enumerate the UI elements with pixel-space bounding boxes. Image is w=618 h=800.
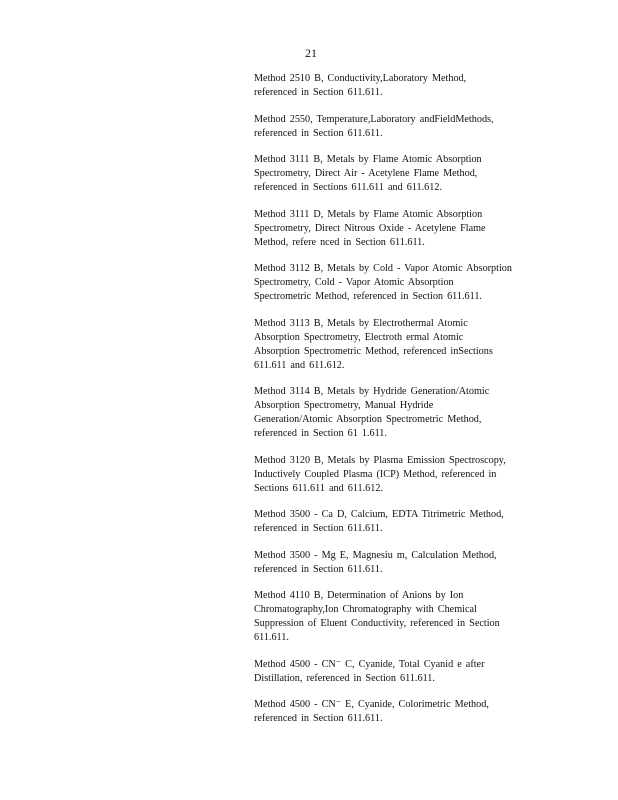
entry-line: Method 3120 B, Metals by Plasma Emission Spectroscopy, [254, 454, 506, 466]
entry-line: Method 3112 B, Metals by Cold - Vapor Atomic Absorption [254, 263, 512, 274]
entry-line: Chromatography,Ion Chromatography with Chemical [254, 604, 477, 615]
entry-line: Method 3111 B, Metals by Flame Atomic Absorption [254, 154, 482, 165]
entry-line: Absorption Spectrometry, Manual Hydride [254, 400, 434, 411]
entry-line: Sections 611.611 and 611.612. [254, 482, 384, 494]
method-entry-3111b [254, 153, 532, 195]
entry-line: Spectrometric Method, referenced in Section 611.611. [254, 291, 482, 302]
entry-line: Spectrometry, Direct Nitrous Oxide - Acetylene Flame [254, 222, 486, 234]
method-entry-4500-cn-e [254, 698, 532, 726]
entry-line: Method 4500 - CN⁻ E, Cyanide, Colorimetric Method, [254, 699, 489, 710]
entry-line: Method, refere nced in Section 611.611. [254, 236, 425, 248]
entry-line: referenced in Section 611.611. [254, 523, 383, 534]
entry-line: Inductively Coupled Plasma (ICP) Method, referenced in [254, 468, 497, 480]
entry-line: Method 2550, Temperature,Laboratory andFieldMethods, [254, 113, 494, 125]
entry-line: 611.611 and 611.612. [254, 359, 345, 371]
method-entry-2550 [254, 113, 532, 141]
entry-line: Method 4110 B, Determination of Anions by Ion [254, 590, 464, 601]
method-entry-3114b [254, 385, 532, 441]
method-entry-3500-ca-d [254, 508, 532, 536]
entry-line: Generation/Atomic Absorption Spectrometric Method, [254, 414, 482, 425]
entry-line: Absorption Spectrometric Method, referenced inSections [254, 345, 493, 357]
method-entry-3500-mg-e [254, 549, 532, 577]
entry-line: referenced in Section 611.611. [254, 87, 383, 98]
entry-line: Spectrometry, Direct Air - Acetylene Flame Method, [254, 168, 478, 179]
method-entry-3112b [254, 262, 532, 304]
entry-line: 611.611. [254, 632, 289, 643]
method-entry-3111d [254, 208, 532, 250]
method-entry-4500-cn-c [254, 658, 532, 686]
method-entry-3113b [254, 317, 532, 373]
entry-line: referenced in Sections 611.611 and 611.612. [254, 182, 442, 193]
entry-line: Method 2510 B, Conductivity,Laboratory Method, [254, 73, 467, 84]
entry-line: Suppression of Eluent Conductivity, referenced in Section [254, 618, 500, 629]
entry-line: Method 4500 - CN⁻ C, Cyanide, Total Cyanid e after [254, 658, 485, 670]
entry-line: Method 3113 B, Metals by Electrothermal Atomic [254, 317, 468, 329]
entry-line: referenced in Section 611.611. [254, 127, 383, 139]
method-reference-list [254, 72, 532, 739]
entry-line: Absorption Spectrometry, Electroth ermal Atomic [254, 331, 464, 343]
method-entry-3120b [254, 454, 532, 496]
entry-line: Method 3500 - Ca D, Calcium, EDTA Titrimetric Method, [254, 509, 504, 520]
entry-line: referenced in Section 611.611. [254, 563, 383, 575]
method-entry-4110b [254, 589, 532, 645]
entry-line: Method 3500 - Mg E, Magnesiu m, Calculation Method, [254, 549, 497, 561]
entry-line: Method 3114 B, Metals by Hydride Generation/Atomic [254, 386, 490, 397]
entry-line: referenced in Section 61 1.611. [254, 428, 387, 439]
page-number: 21 [305, 46, 317, 60]
entry-line: referenced in Section 611.611. [254, 713, 383, 724]
method-entry-2510b [254, 72, 532, 100]
entry-line: Spectrometry, Cold - Vapor Atomic Absorption [254, 277, 454, 288]
entry-line: Distillation, referenced in Section 611.611. [254, 672, 435, 684]
entry-line: Method 3111 D, Metals by Flame Atomic Absorption [254, 208, 483, 220]
